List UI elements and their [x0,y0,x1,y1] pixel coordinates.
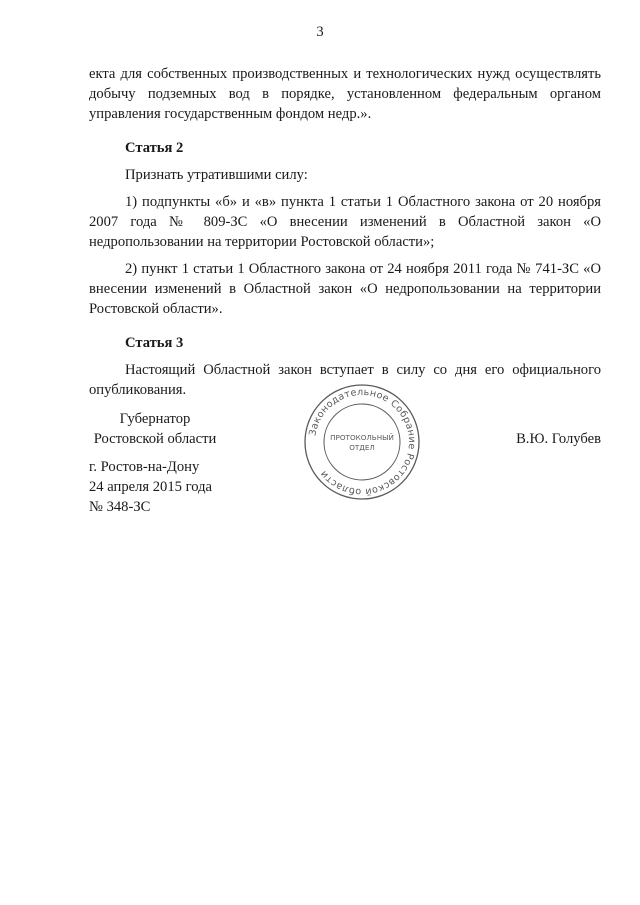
article-2-heading: Статья 2 [125,140,184,156]
governor-name: В.Ю. Голубев [516,431,601,447]
governor-title-line-1: Губернатор [119,411,191,427]
continuation-paragraph: екта для собственных производственных и технологических нужд осуществлять добычу подземных вод в порядке, установленном федеральным органом управления государственным фондом недр.». [89,66,601,122]
stamp-center-line-2: ОТДЕЛ [349,443,375,452]
place-date-block [89,457,212,517]
stamp-ring-text: Законодательное Собрание Ростовской области [307,386,418,498]
city: г. Ростов-на-Дону [89,459,200,475]
law-body [89,64,601,400]
governor-title-line-2: Ростовской области [93,431,217,447]
article-2-item-1: 1) подпункты «б» и «в» пункта 1 статьи 1 Областного закона от 20 ноября 2007 года № 809-ЗС «О внесении изменений в Областной закон «О недропользовании на территории Ростовской области»; [89,194,601,250]
article-3-text: Настоящий Областной закон вступает в силу со дня его официального опубликования. [89,362,601,398]
law-date: 24 апреля 2015 года [89,479,212,495]
article-3-heading: Статья 3 [125,335,184,351]
article-2-item-2: 2) пункт 1 статьи 1 Областного закона от 24 ноября 2011 года № 741-ЗС «О внесении изменений в Областной закон «О недропользовании на территории Ростовской области». [89,261,601,317]
article-2-intro: Признать утратившими силу: [125,167,308,183]
law-number: № 348-ЗС [89,499,151,515]
governor-title [89,409,221,449]
stamp-center-line-1: ПРОТОКОЛЬНЫЙ [330,433,394,442]
stamp-seal-icon [302,382,422,502]
page-number: 3 [316,24,324,40]
official-stamp [302,382,422,502]
